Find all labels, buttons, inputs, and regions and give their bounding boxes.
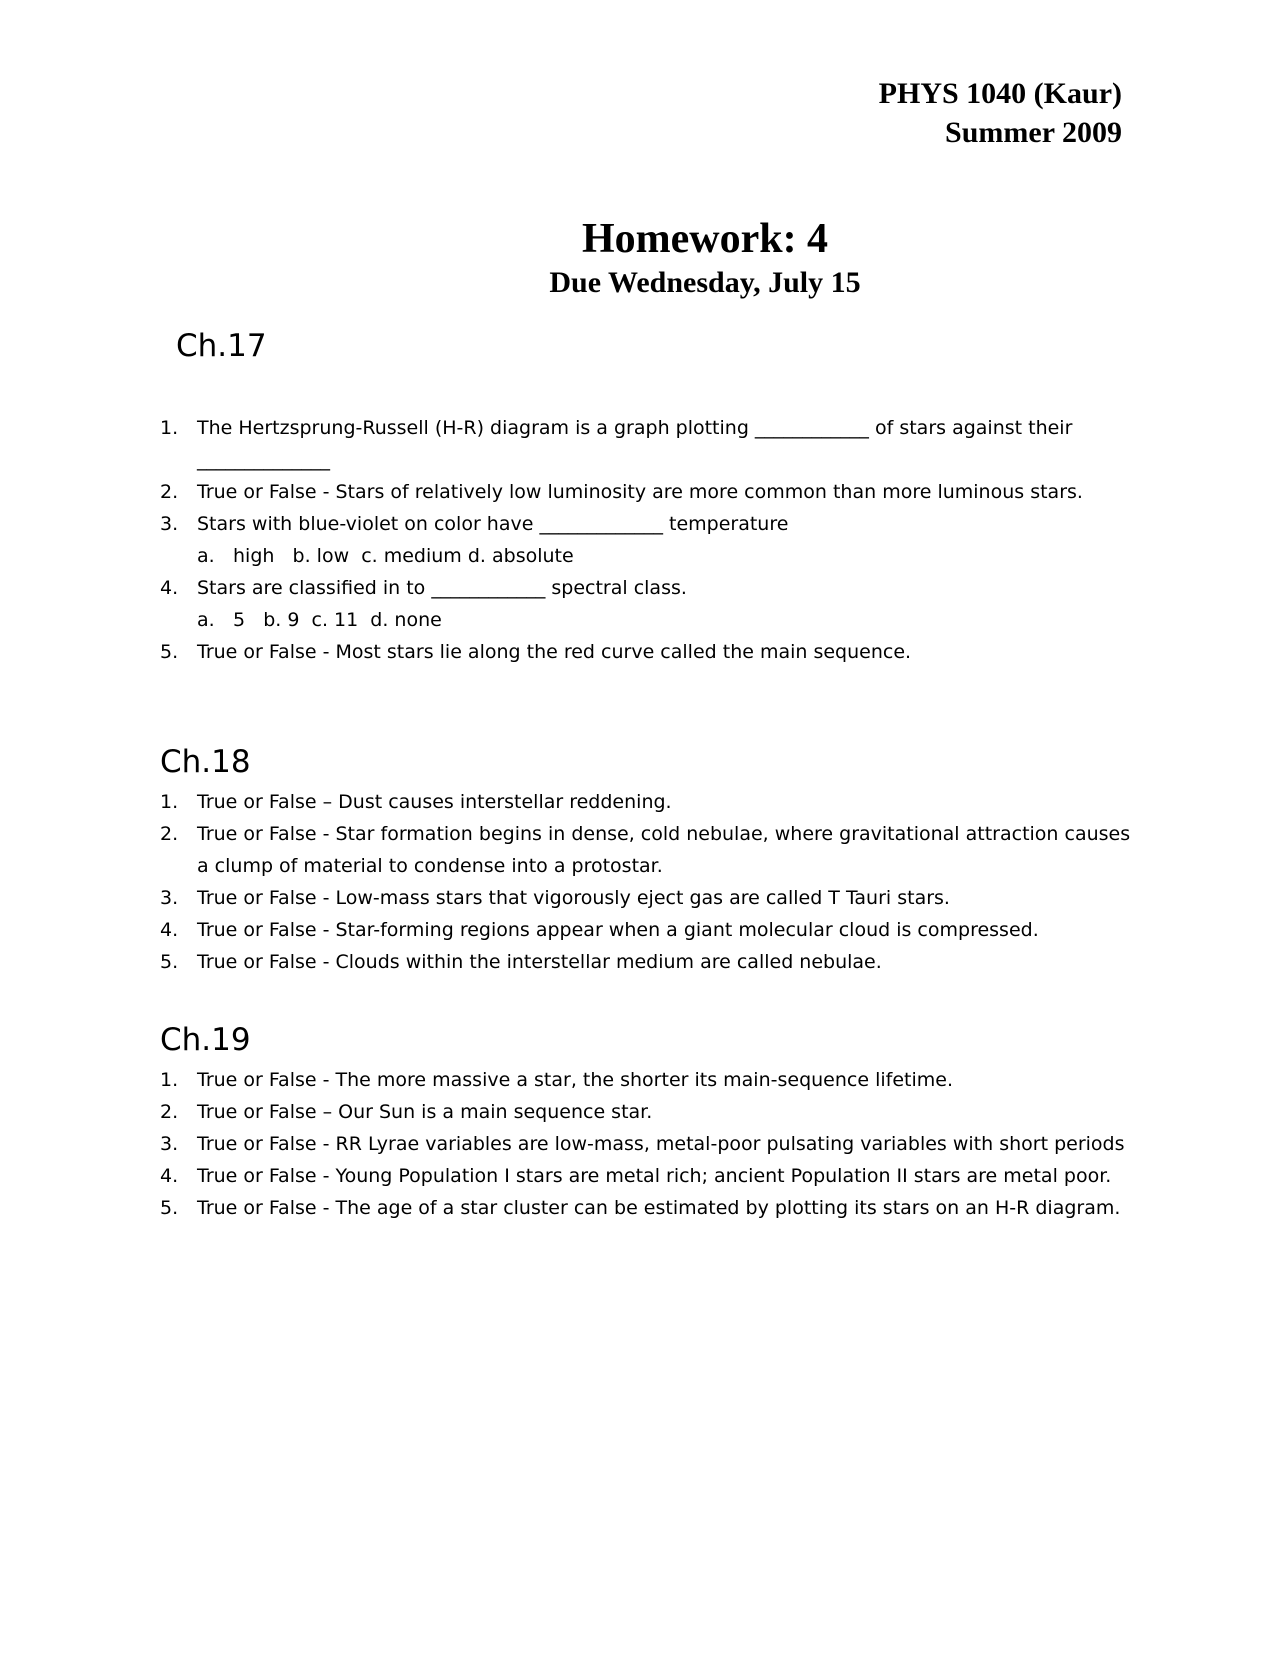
question-number: 5. [160, 641, 179, 663]
question-text: True or False - Low-mass stars that vigorously eject gas are called T Tauri stars. [197, 887, 950, 909]
question-item [160, 1192, 1140, 1224]
question-item [160, 1128, 1140, 1160]
question-number: 4. [160, 1165, 179, 1187]
question-item [160, 1096, 1140, 1128]
question-text: True or False - The age of a star cluster can be estimated by plotting its stars on an H-R diagram. [197, 1197, 1121, 1219]
course-header [879, 74, 1122, 152]
option-text: 5 b. 9 c. 11 d. none [233, 609, 442, 631]
question-item [160, 636, 1140, 668]
question-list [160, 786, 1140, 978]
section-ch19 [160, 1020, 1140, 1224]
section-ch18 [160, 742, 1140, 978]
question-text: True or False - RR Lyrae variables are low-mass, metal-poor pulsating variables with short periods [197, 1133, 1125, 1155]
question-number: 4. [160, 577, 179, 599]
question-text: True or False - Most stars lie along the red curve called the main sequence. [197, 641, 912, 663]
option-label: a. [197, 545, 215, 567]
question-item [160, 508, 1140, 572]
question-item [160, 1064, 1140, 1096]
title-block [0, 214, 1280, 302]
section-ch17 [160, 326, 1140, 668]
question-item [160, 818, 1140, 882]
question-number: 1. [160, 417, 179, 439]
question-text: True or False – Our Sun is a main sequence star. [197, 1101, 653, 1123]
chapter-heading: Ch.18 [160, 744, 251, 780]
chapter-heading: Ch.19 [160, 1022, 251, 1058]
question-text: True or False – Dust causes interstellar reddening. [197, 791, 672, 813]
question-item [160, 1160, 1140, 1192]
option-label: a. [197, 609, 215, 631]
question-number: 1. [160, 791, 179, 813]
question-number: 5. [160, 951, 179, 973]
question-text: True or False - Stars of relatively low luminosity are more common than more luminous stars. [197, 481, 1083, 503]
question-item [160, 882, 1140, 914]
page-title: Homework: 4 [581, 216, 829, 262]
question-item [160, 946, 1140, 978]
question-number: 3. [160, 887, 179, 909]
question-item [160, 914, 1140, 946]
course-term: Summer 2009 [945, 116, 1122, 149]
question-item [160, 476, 1140, 508]
question-list [160, 412, 1140, 668]
question-number: 2. [160, 1101, 179, 1123]
option-text: high b. low c. medium d. absolute [233, 545, 574, 567]
question-number: 3. [160, 1133, 179, 1155]
chapter-heading: Ch.17 [176, 328, 267, 364]
question-item [160, 786, 1140, 818]
question-text: True or False - Young Population I stars are metal rich; ancient Population II stars are metal poor. [197, 1165, 1112, 1187]
question-text: True or False - Star-forming regions appear when a giant molecular cloud is compressed. [197, 919, 1039, 941]
question-text: True or False - Clouds within the interstellar medium are called nebulae. [197, 951, 882, 973]
due-date: Due Wednesday, July 15 [549, 266, 861, 299]
question-number: 4. [160, 919, 179, 941]
question-list [160, 1064, 1140, 1224]
question-item [160, 572, 1140, 636]
question-text: The Hertzsprung-Russell (H-R) diagram is a graph plotting ____________ of stars against their ______________ [197, 417, 1073, 471]
question-text: Stars with blue-violet on color have _____________ temperature [197, 513, 789, 535]
question-number: 2. [160, 481, 179, 503]
question-text: Stars are classified in to ____________ spectral class. [197, 577, 687, 599]
question-number: 5. [160, 1197, 179, 1219]
question-text: True or False - The more massive a star, the shorter its main-sequence lifetime. [197, 1069, 953, 1091]
question-text: True or False - Star formation begins in dense, cold nebulae, where gravitational attraction causes a clump of material to condense into a protostar. [197, 823, 1131, 877]
question-number: 3. [160, 513, 179, 535]
course-name: PHYS 1040 (Kaur) [878, 77, 1122, 110]
question-number: 1. [160, 1069, 179, 1091]
question-number: 2. [160, 823, 179, 845]
question-item [160, 412, 1140, 476]
answer-options [197, 604, 1140, 636]
answer-options [197, 540, 1140, 572]
